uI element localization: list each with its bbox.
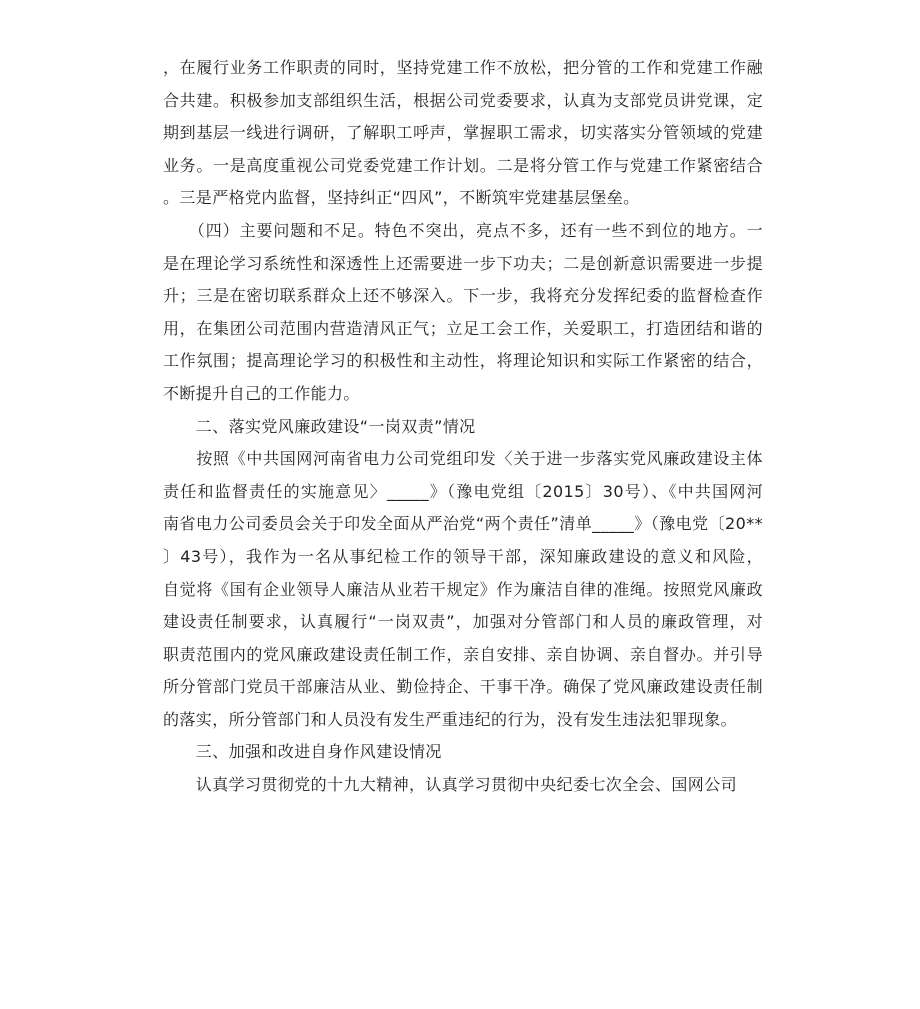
- text-line: 所分管部门党员干部廉洁从业、勤俭持企、干事干净。确保了党风廉政建设责任制: [163, 677, 763, 697]
- text-line: 业务。一是高度重视公司党委党建工作计划。二是将分管工作与党建工作紧密结合: [163, 155, 763, 175]
- text-line: 认真学习贯彻党的十九大精神，认真学习贯彻中央纪委七次全会、国网公司: [163, 775, 738, 795]
- document-body: [163, 52, 763, 802]
- text-line: 期到基层一线进行调研，了解职工呼声，掌握职工需求，切实落实分管领域的党建: [163, 123, 763, 143]
- text-line: 自觉将《国有企业领导人廉洁从业若干规定》作为廉洁自律的准绳。按照党风廉政: [163, 579, 763, 599]
- text-line: 的落实，所分管部门和人员没有发生严重违纪的行为，没有发生违法犯罪现象。: [163, 709, 738, 729]
- section-heading: 二、落实党风廉政建设“一岗双责”情况: [163, 416, 476, 436]
- text-line: ，在履行业务工作职责的同时，坚持党建工作不放松，把分管的工作和党建工作融: [163, 58, 763, 77]
- text-line: 不断提升自己的工作能力。: [163, 383, 360, 403]
- text-line: 按照《中共国网河南省电力公司党组印发〈关于进一步落实党风廉政建设主体: [163, 449, 763, 469]
- text-line: 〕43号），我作为一名从事纪检工作的领导干部，深知廉政建设的意义和风险，: [163, 546, 763, 566]
- text-line: 责任和监督责任的实施意见〉_____》（豫电党组〔2015〕30号）、《中共国网河: [163, 481, 763, 501]
- text-line: 是在理论学习系统性和深透性上还需要进一步下功夫；二是创新意识需要进一步提: [163, 253, 763, 273]
- text-line: 升；三是在密切联系群众上还不够深入。下一步，我将充分发挥纪委的监督检查作: [163, 286, 763, 306]
- text-line: 。三是严格党内监督，坚持纠正“四风”，不断筑牢党建基层堡垒。: [163, 188, 640, 208]
- section-heading: 三、加强和改进自身作风建设情况: [163, 742, 442, 762]
- text-line: 建设责任制要求，认真履行“一岗双责”，加强对分管部门和人员的廉政管理，对: [163, 612, 763, 632]
- text-line: （四）主要问题和不足。特色不突出，亮点不多，还有一些不到位的地方。一: [163, 220, 763, 240]
- text-line: 合共建。积极参加支部组织生活，根据公司党委要求，认真为支部党员讲党课，定: [163, 90, 763, 110]
- text-line: 职责范围内的党风廉政建设责任制工作，亲自安排、亲自协调、亲自督办。并引导: [163, 644, 763, 664]
- text-line: 用，在集团公司范围内营造清风正气；立足工会工作，关爱职工，打造团结和谐的: [163, 318, 763, 338]
- text-line: 南省电力公司委员会关于印发全面从严治党“两个责任”清单_____》（豫电党〔20**: [163, 514, 763, 534]
- text-line: 工作氛围；提高理论学习的积极性和主动性，将理论知识和实际工作紧密的结合，: [163, 351, 763, 371]
